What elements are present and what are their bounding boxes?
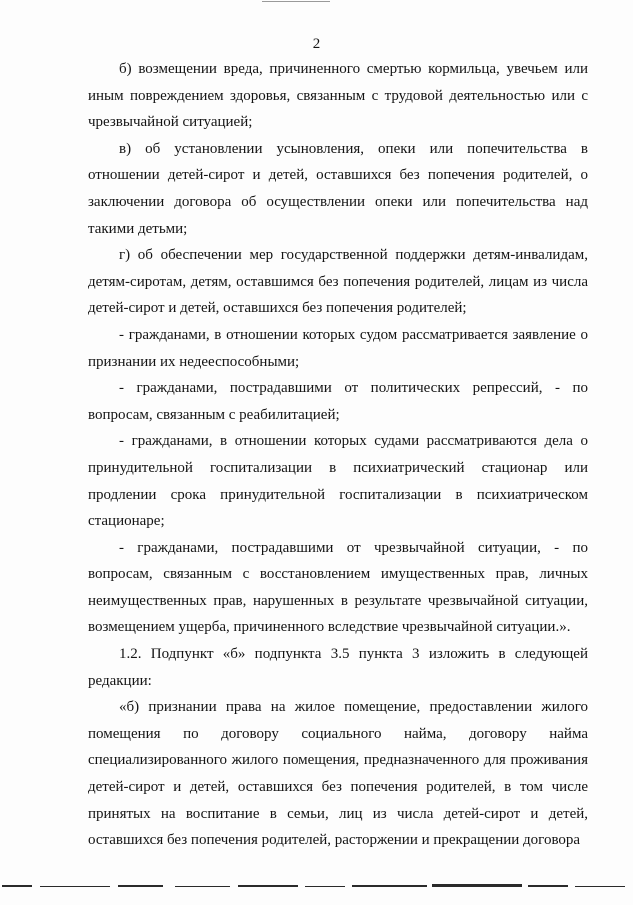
scan-speck <box>118 885 163 887</box>
paragraph-hospitalization: - гражданами, в отношении которых судами рассматриваются дела о принудительной госпитализации в психиатрический стационар или продлении срока принудительной госпитализации в психиатрическом стационаре; <box>88 433 588 530</box>
scan-speck <box>2 885 32 887</box>
paragraph-1-2-amendment: 1.2. Подпункт «б» подпункта 3.5 пункта 3 изложить в следующей редакции: <box>88 646 588 689</box>
scan-bottom-artifact <box>0 884 633 905</box>
paragraph-v-adoption-guardianship: в) об установлении усыновления, опеки или попечительства в отношении детей-сирот и детей, оставшихся без попечения родителей, о заключении договора об осуществлении опеки или попечительства над такими детьми; <box>88 140 588 237</box>
paragraph-b-housing: «б) признании права на жилое помещение, предоставлении жилого помещения по договору социального найма, договору найма специализированного жилого помещения, предназначенного для проживания детей-сирот и детей, оставшихся без попечения родителей, в том числе принятых на воспитание в семьи, лиц из числа детей-сирот и детей, оставшихся без попечения родителей, расторжении и прекращении договора <box>88 699 588 849</box>
scan-speck <box>175 886 230 887</box>
scan-speck <box>305 886 345 887</box>
paragraph-g-state-support: г) об обеспечении мер государственной поддержки детям-инвалидам, детям-сиротам, детям, оставшимся без попечения родителей, лицам из числа детей-сирот и детей, оставшихся без попечения родителей; <box>88 247 588 317</box>
top-edge-line <box>262 1 330 2</box>
paragraph-b-compensation: б) возмещении вреда, причиненного смертью кормильца, увечьем или иным повреждением здоровья, связанным с трудовой деятельностью или с чрезвычайной ситуацией; <box>88 61 588 131</box>
scan-speck <box>575 886 625 887</box>
paragraph-political-repression: - гражданами, пострадавшими от политических репрессий, - по вопросам, связанным с реабилитацией; <box>88 380 588 423</box>
document-body <box>88 56 588 854</box>
paragraph-incapacity: - гражданами, в отношении которых судом рассматривается заявление о признании их недееспособными; <box>88 326 588 370</box>
page-number: 2 <box>312 36 321 52</box>
scan-speck <box>40 886 110 887</box>
scan-speck <box>432 884 522 887</box>
scan-speck <box>528 885 568 887</box>
paragraph-emergency-victims: - гражданами, пострадавшими от чрезвычайной ситуации, - по вопросам, связанным с восстановлением имущественных прав, личных неимущественных прав, нарушенных в результате чрезвычайной ситуации, возмещением ущерба, причиненного вследствие чрезвычайной ситуации.». <box>88 539 588 636</box>
scan-speck <box>238 885 298 887</box>
scan-speck <box>352 885 427 887</box>
